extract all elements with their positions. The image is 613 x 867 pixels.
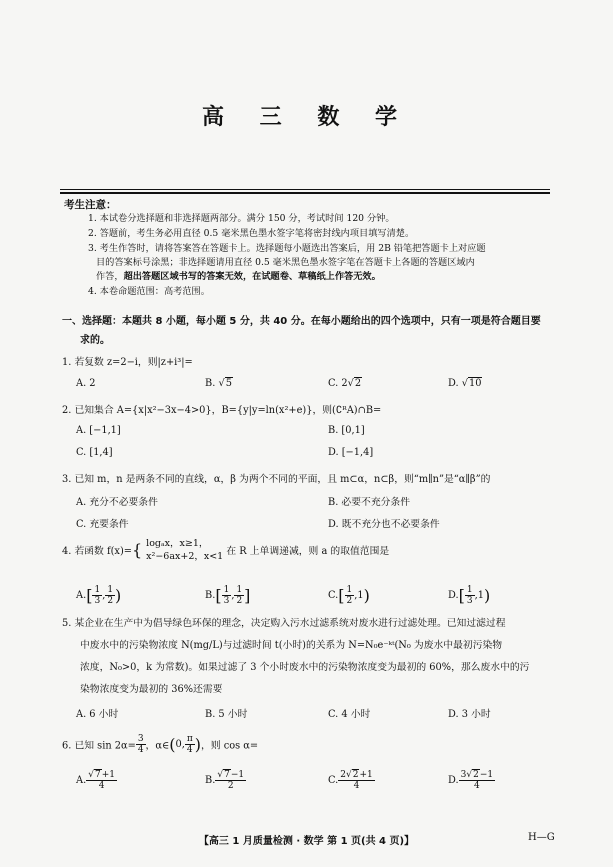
notice-item: 2. 答题前，考生务必用直径 0.5 毫米黑色墨水签字笔将密封线内项目填写清楚。 <box>88 228 415 239</box>
q4-option-a: A.[ $\frac{1}{3}$ , $\frac{1}{2}$ ) <box>76 585 122 606</box>
page-title: 高 三 数 学 <box>202 105 411 130</box>
radicand: 10 <box>468 378 482 389</box>
q2-option-c: C. [1,4] <box>76 447 113 458</box>
q6-stem: 6. 已知 sin 2α= <box>62 740 136 752</box>
brace: { <box>131 540 143 560</box>
q4-option-b: B.[ $\frac{1}{3}$ , $\frac{1}{2}$ ] <box>205 585 251 606</box>
q6-option-a: A. $\frac{√7+1}{4}$ <box>76 770 115 791</box>
case-1: logₐx，x≥1， <box>146 538 209 549</box>
q1-option-a: A. 2 <box>76 378 96 389</box>
q4-option-d: D.[ $\frac{1}{3}$ ,1) <box>448 585 491 606</box>
q6-stem2: ，α∈ <box>145 740 170 752</box>
q1-option-c: C. 2√2 <box>328 378 362 389</box>
option-label: B. <box>205 590 216 601</box>
question-5-line: 中废水中的污染物浓度 N(mg/L)与过滤时间 t(小时)的关系为 N=N₀e⁻ᵏᵗ(N₀ 为废水中最初污染物 <box>80 640 503 651</box>
q3-option-a: A. 充分不必要条件 <box>76 497 158 508</box>
piecewise <box>142 537 223 563</box>
q4-option-c: C.[ $\frac{1}{2}$ ,1) <box>328 585 370 606</box>
q6-option-c: C. $\frac{2√2+1}{4}$ <box>328 770 373 791</box>
q5-option-a: A. 6 小时 <box>76 709 119 720</box>
page-footer: 【高三 1 月质量检测 · 数学 第 1 页(共 4 页)】 <box>198 836 415 847</box>
q6-stem3: ，则 cos α= <box>201 740 259 752</box>
option-label: C. <box>328 775 339 786</box>
notice-emphasis: 超出答题区域书写的答案无效，在试题卷、草稿纸上作答无效。 <box>123 271 381 282</box>
q1-option-b: B. √5 <box>205 378 232 389</box>
question-1-stem: 1. 若复数 z=2−i，则|z+i³|= <box>62 357 193 368</box>
q3-option-b: B. 必要不充分条件 <box>328 497 411 508</box>
notice-item: 4. 本卷命题范围：高考范围。 <box>88 286 210 297</box>
option-label: B. <box>205 775 216 786</box>
radicand: 2 <box>354 378 362 389</box>
q5-option-b: B. 5 小时 <box>205 709 248 720</box>
section-heading-cont: 求的。 <box>80 335 110 346</box>
notice-text: 作答， <box>96 271 124 282</box>
question-6-stem: 6. 已知 sin 2α= $\frac{3}{4}$ ，α∈(0, $\frac{\pi}{4}$ )，则 cos α= <box>62 734 259 755</box>
notice-item: 目的答案标号涂黑；非选择题请用直径 0.5 毫米黑色墨水签字笔在答题卡上各题的答题区域内 <box>96 257 475 268</box>
question-5-line: 5. 某企业在生产中为倡导绿色环保的理念，决定购入污水过滤系统对废水进行过滤处理。已知过滤过程 <box>62 618 506 629</box>
option-label: C. 2 <box>328 378 348 389</box>
option-label: D. <box>448 590 459 601</box>
notice-item: 3. 考生作答时，请将答案答在答题卡上。选择题每小题选出答案后，用 2B 铅笔把答题卡上对应题 <box>88 243 486 254</box>
case-2: x²−6ax+2，x<1 <box>146 551 224 562</box>
q2-option-a: A. [−1,1] <box>76 425 121 436</box>
q5-option-d: D. 3 小时 <box>448 709 491 720</box>
q4-suffix: 在 R 上单调递减，则 a 的取值范围是 <box>226 546 390 557</box>
option-label: B. <box>205 378 219 389</box>
q3-option-d: D. 既不充分也不必要条件 <box>328 519 440 530</box>
notice-item: 1. 本试卷分选择题和非选择题两部分。满分 150 分，考试时间 120 分钟。 <box>88 213 395 224</box>
section-heading: 一、选择题：本题共 8 小题，每小题 5 分，共 40 分。在每小题给出的四个选项中，只有一项是符合题目要 <box>62 316 541 327</box>
question-2-stem: 2. 已知集合 A={x|x²−3x−4>0}，B={y|y=ln(x²+e)}，则(∁ᴿA)∩B= <box>62 405 382 416</box>
notice-item <box>96 270 381 284</box>
notice-heading: 考生注意： <box>64 199 117 211</box>
q5-option-c: C. 4 小时 <box>328 709 371 720</box>
q3-option-c: C. 充要条件 <box>76 519 129 530</box>
q2-option-d: D. [−1,4] <box>328 447 374 458</box>
divider <box>60 189 550 190</box>
question-4-stem <box>62 537 389 563</box>
option-label: C. <box>328 590 339 601</box>
q6-option-b: B. $\frac{√7-1}{2}$ <box>205 770 245 791</box>
paper-code: H—G <box>528 832 555 843</box>
option-label: D. <box>448 378 462 389</box>
q2-option-b: B. [0,1] <box>328 425 365 436</box>
radicand: 5 <box>225 378 232 389</box>
q6-option-d: D. $\frac{3√2-1}{4}$ <box>448 770 494 791</box>
q1-option-d: D. √10 <box>448 378 482 389</box>
question-5-line: 浓度，N₀>0，k 为常数)。如果过滤了 3 个小时废水中的污染物浓度变为最初的 60%，那么废水中的污 <box>80 662 530 673</box>
option-label: D. <box>448 775 459 786</box>
question-5-line: 染物浓度变为最初的 36%还需要 <box>80 684 223 695</box>
option-label: A. <box>76 775 87 786</box>
q4-prefix: 4. 若函数 f(x)= <box>62 546 132 557</box>
divider <box>60 192 550 194</box>
question-3-stem: 3. 已知 m，n 是两条不同的直线，α，β 为两个不同的平面，且 m⊂α，n⊂β，则“m∥n”是“α∥β”的 <box>62 474 491 485</box>
option-label: A. <box>76 590 87 601</box>
